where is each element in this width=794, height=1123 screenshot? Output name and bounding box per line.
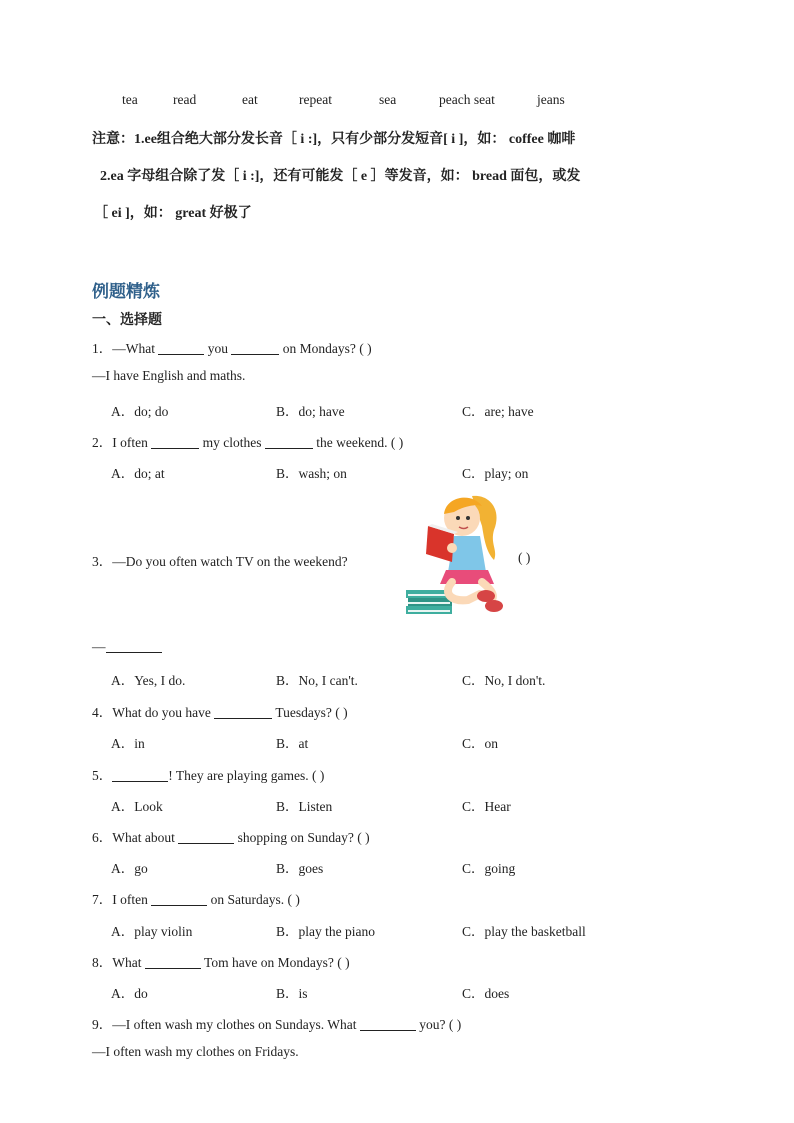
option-c[interactable]: C．going xyxy=(462,861,516,876)
question-5 xyxy=(92,764,324,784)
option-c[interactable]: C．are; have xyxy=(462,404,534,419)
option-c[interactable]: C．on xyxy=(462,736,499,751)
answer-prefix: — xyxy=(92,639,106,654)
answer-blank[interactable] xyxy=(151,434,199,449)
question-text: Tuesdays? ( ) xyxy=(275,705,348,720)
answer-blank[interactable] xyxy=(151,891,207,906)
option-b[interactable]: B．No, I can't. xyxy=(276,673,358,688)
option-c[interactable]: C．play the basketball xyxy=(462,924,586,939)
question-text: What do you have xyxy=(112,705,211,720)
question-text: on Saturdays. ( ) xyxy=(210,892,300,907)
option-b[interactable]: B．goes xyxy=(276,861,324,876)
question-text: Tom have on Mondays? ( ) xyxy=(204,955,350,970)
question-number: 9． xyxy=(92,1017,113,1032)
answer-blank[interactable] xyxy=(106,638,162,653)
question-3-answer xyxy=(92,638,162,655)
question-text: you? ( ) xyxy=(419,1017,462,1032)
question-text: What xyxy=(112,955,142,970)
option-a[interactable]: A．play violin xyxy=(111,924,193,939)
question-8 xyxy=(92,951,350,971)
option-b[interactable]: B．play the piano xyxy=(276,924,375,939)
question-4 xyxy=(92,701,348,721)
question-number: 1． xyxy=(92,341,113,356)
option-a[interactable]: A．Yes, I do. xyxy=(111,673,186,688)
question-text: shopping on Sunday? ( ) xyxy=(237,830,370,845)
question-1 xyxy=(92,337,372,357)
option-c[interactable]: C．play; on xyxy=(462,466,529,481)
question-text: the weekend. ( ) xyxy=(316,435,404,450)
girl-reading-illustration xyxy=(402,490,514,622)
option-a[interactable]: A．do; do xyxy=(111,404,169,419)
answer-blank[interactable] xyxy=(214,704,272,719)
note-line-3: ［ ei ]，如： great 好极了 xyxy=(94,206,252,221)
question-text: I often xyxy=(112,435,148,450)
question-text: my clothes xyxy=(202,435,262,450)
answer-blank[interactable] xyxy=(265,434,313,449)
question-number: 8． xyxy=(92,955,113,970)
option-c[interactable]: C．Hear xyxy=(462,799,511,814)
question-9-answer: —I often wash my clothes on Fridays. xyxy=(92,1044,299,1059)
question-text: on Mondays? ( ) xyxy=(282,341,372,356)
question-number: 3． xyxy=(92,554,113,569)
note-line-2: 2.ea 字母组合除了发［ i :]，还有可能发［ e ］等发音，如： bread 面包，或发 xyxy=(100,169,581,184)
option-a[interactable]: A．do; at xyxy=(111,466,165,481)
question-number: 4． xyxy=(92,705,113,720)
option-b[interactable]: B．wash; on xyxy=(276,466,347,481)
vocab-word: sea xyxy=(379,92,397,107)
question-3 xyxy=(92,550,348,570)
option-c[interactable]: C．No, I don't. xyxy=(462,673,546,688)
part-title: 一、选择题 xyxy=(92,312,162,328)
option-a[interactable]: A．in xyxy=(111,736,145,751)
vocab-word: peach seat xyxy=(439,92,495,107)
question-1-answer: —I have English and maths. xyxy=(92,368,246,383)
option-c[interactable]: C．does xyxy=(462,986,510,1001)
answer-paren: ( ) xyxy=(518,550,531,565)
question-text: ! They are playing games. ( ) xyxy=(168,768,325,783)
option-b[interactable]: B．Listen xyxy=(276,799,333,814)
option-a[interactable]: A．go xyxy=(111,861,148,876)
question-text: I often xyxy=(112,892,148,907)
vocab-word: eat xyxy=(242,92,258,107)
question-9 xyxy=(92,1013,461,1033)
vocab-word: jeans xyxy=(537,92,565,107)
option-b[interactable]: B．do; have xyxy=(276,404,345,419)
answer-blank[interactable] xyxy=(360,1016,416,1031)
question-text: you xyxy=(207,341,228,356)
answer-blank[interactable] xyxy=(112,767,168,782)
question-text: What about xyxy=(112,830,175,845)
vocab-word: tea xyxy=(122,92,138,107)
option-b[interactable]: B．at xyxy=(276,736,309,751)
section-title: 例题精炼 xyxy=(92,282,160,302)
answer-blank[interactable] xyxy=(158,340,204,355)
question-number: 5． xyxy=(92,768,113,783)
question-number: 7． xyxy=(92,892,113,907)
vocab-word: read xyxy=(173,92,197,107)
option-a[interactable]: A．do xyxy=(111,986,148,1001)
question-7 xyxy=(92,888,300,908)
question-6 xyxy=(92,826,370,846)
question-text: —Do you often watch TV on the weekend? xyxy=(112,554,348,569)
option-b[interactable]: B．is xyxy=(276,986,308,1001)
answer-blank[interactable] xyxy=(231,340,279,355)
question-number: 2． xyxy=(92,435,113,450)
question-2 xyxy=(92,431,403,451)
answer-blank[interactable] xyxy=(145,954,201,969)
answer-blank[interactable] xyxy=(178,829,234,844)
option-a[interactable]: A．Look xyxy=(111,799,163,814)
note-line-1: 注意：1.ee组合绝大部分发长音［ i :]，只有少部分发短音[ i ]，如： coffee 咖啡 xyxy=(92,132,576,147)
question-text: —What xyxy=(112,341,155,356)
question-number: 6． xyxy=(92,830,113,845)
vocab-word: repeat xyxy=(299,92,332,107)
question-text: —I often wash my clothes on Sundays. What xyxy=(112,1017,357,1032)
